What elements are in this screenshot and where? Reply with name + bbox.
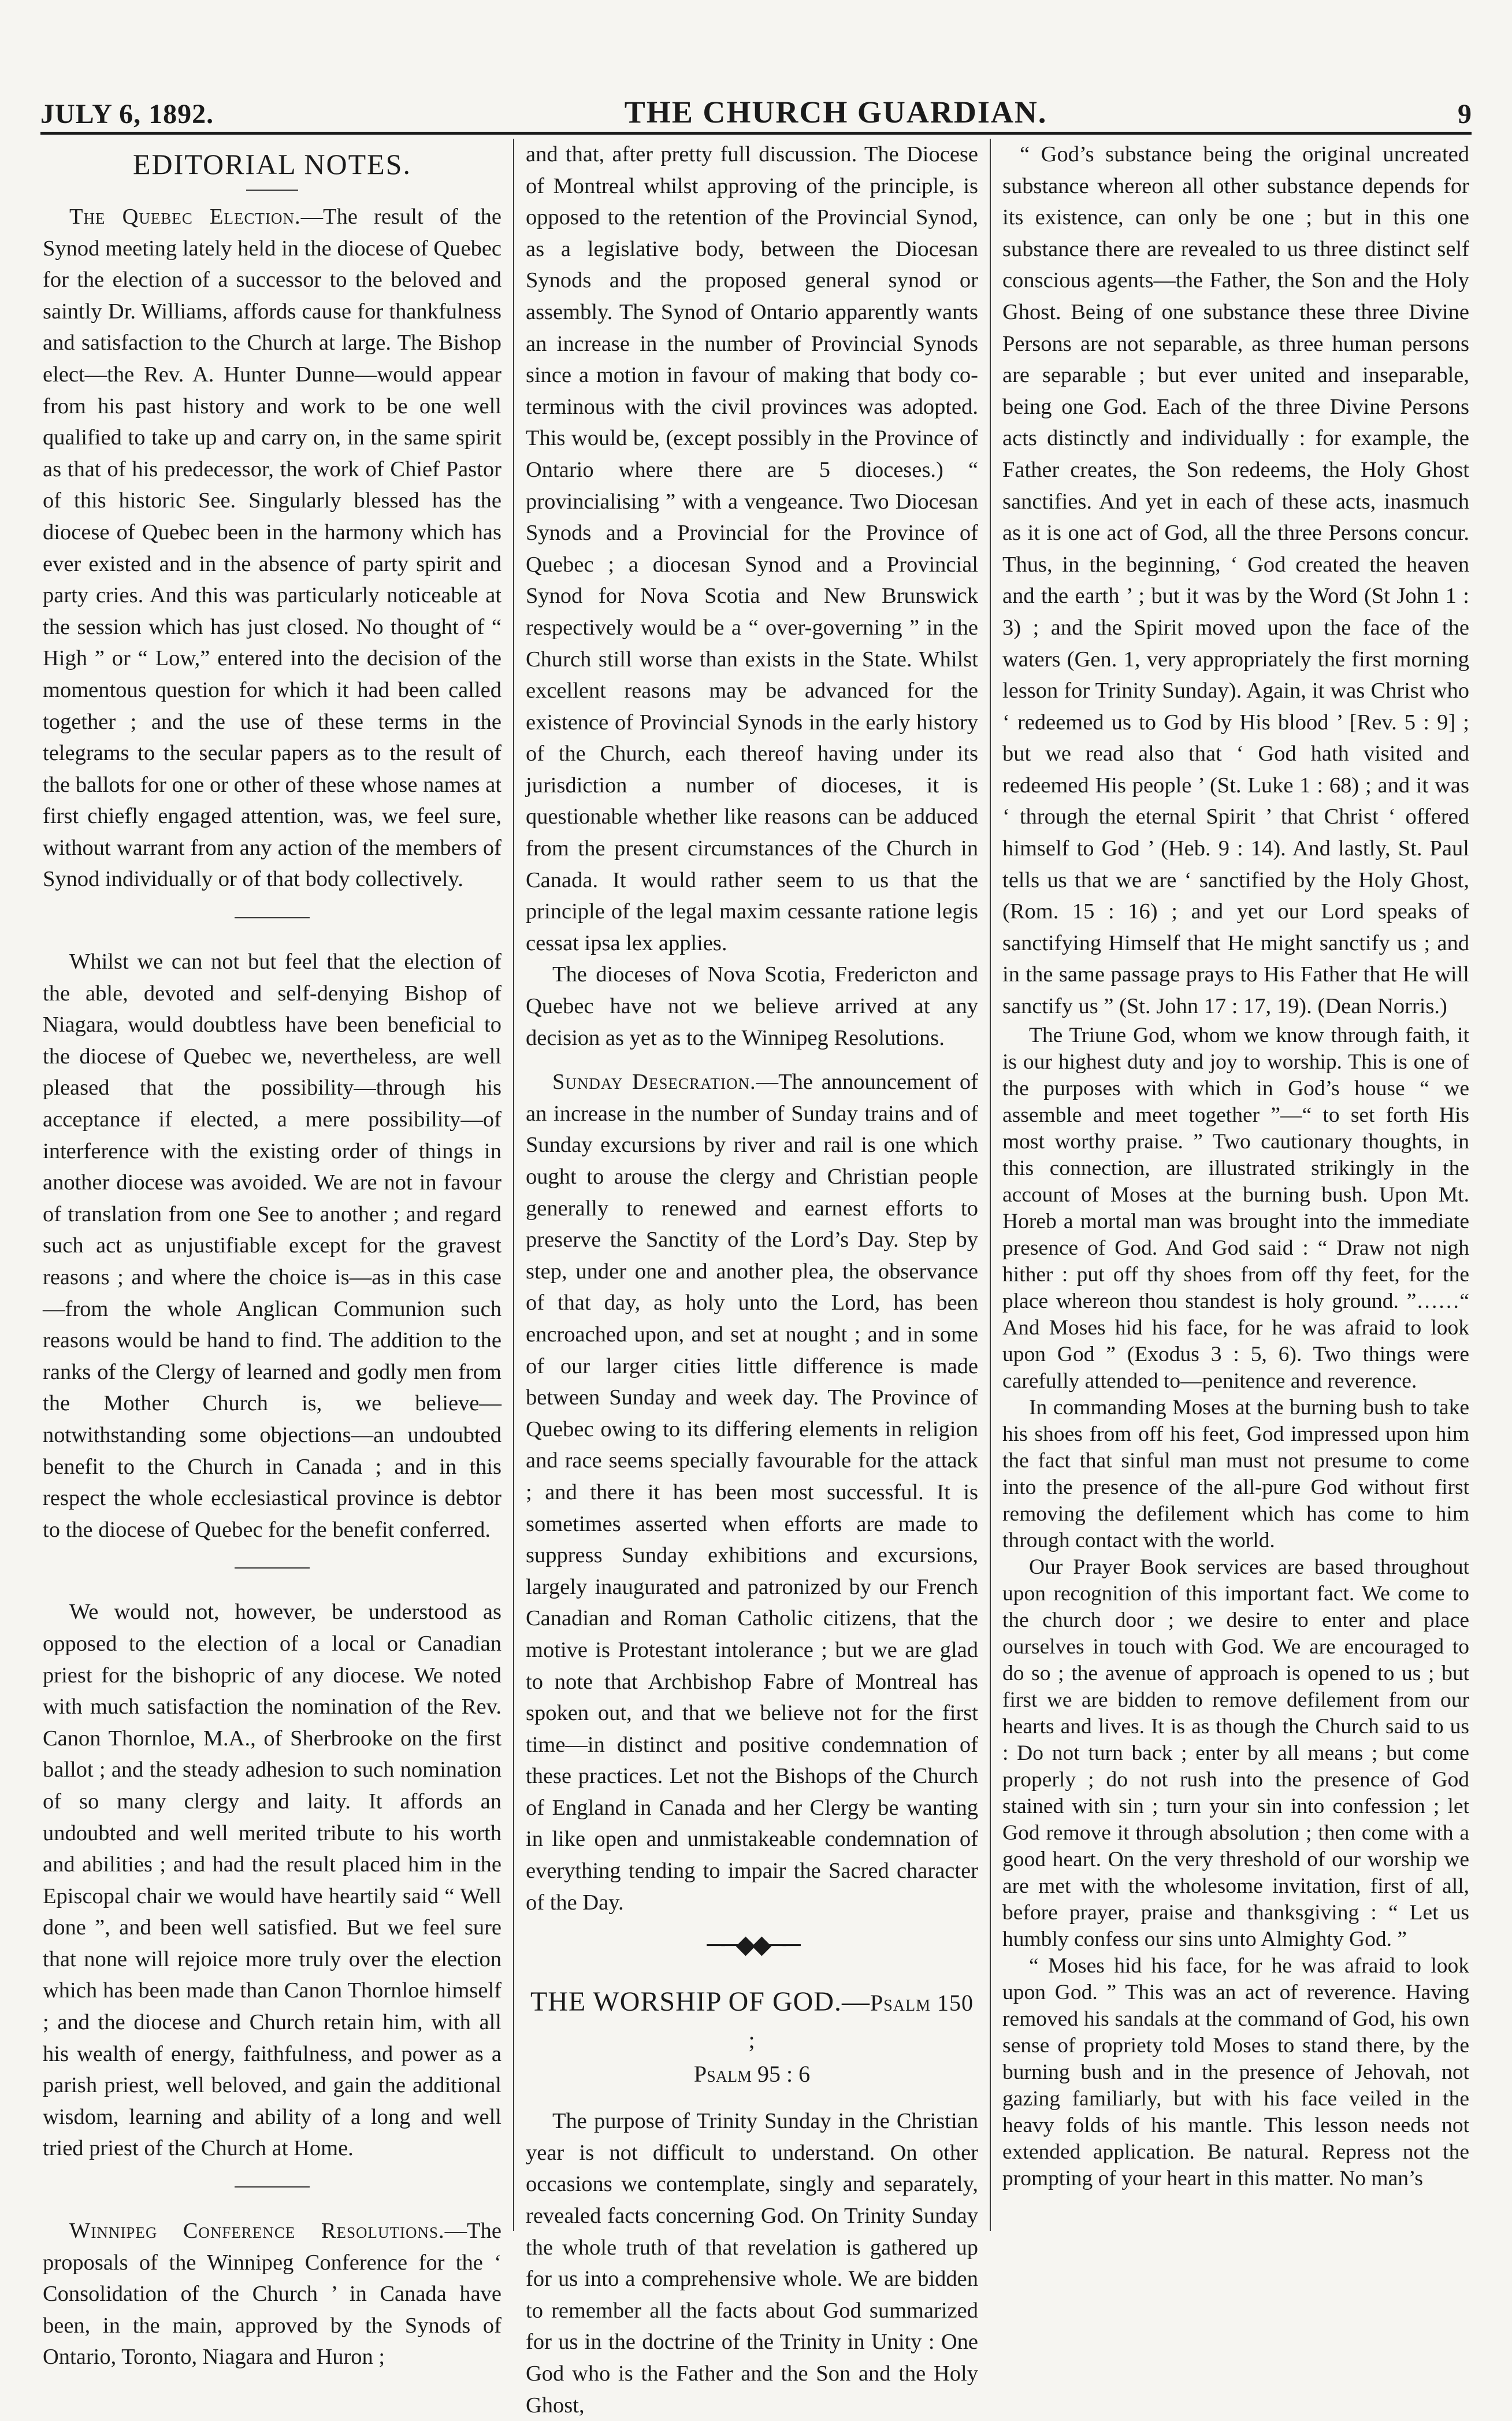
quebec-election-label: The Quebec Election. xyxy=(69,205,301,229)
page-number: 9 xyxy=(1457,99,1472,129)
newspaper-title: THE CHURCH GUARDIAN. xyxy=(624,95,1047,129)
masthead xyxy=(40,78,1472,130)
synods-paragraph: and that, after pretty full discussion. The Diocese of Montreal whilst approving of the principle, is opposed to the retention of the Provincial Synod, as a legislative body, between the Diocesan Synods and the proposed general synod or assembly. The Synod of Ontario apparently wants an increase in the number of Provincial Synods since a motion in favour of making that body co-terminous with the civil provinces was adopted. This would be, (except possibly in the Province of Ontario where there are 5 dioceses.) “ provincialising ” with a vengeance. Two Diocesan Synods and a Provincial for the Province of Quebec ; a diocesan Synod and a Provincial Synod for Nova Scotia and New Brunswick respectively would be a “ over-governing ” in the Church still worse than exists in the State. Whilst excellent reasons may be advanced for the existence of Provincial Synods in the early history of the Church, each thereof having under its jurisdiction a number of dioceses, it is questionable whether like reasons can be adduced from the present circumstances of the Church in Canada. It would rather seem to us that the principle of the legal maxim cessante ratione legis cessat ipsa lex applies. xyxy=(526,142,978,955)
quebec-election-text: —The result of the Synod meeting lately held in the diocese of Quebec for the election of a successor to the beloved and saintly Dr. Williams, affords cause for thankfulness and satisfaction to the Church at large. The Bishop elect—the Rev. A. Hunter Dunne—would appear from his past history and work to be one well qualified to take up and carry on, in the same spirit as that of his predecessor, the work of Chief Pastor of this historic See. Singularly blessed has the diocese of Quebec been in the harmony which has ever existed and in the absence of party spirit and party cries. And this was particularly noticeable at the session which has just closed. No thought of “ High ” or “ Low,” entered into the decision of the momentous question for which it had been called together ; and the use of these terms in the telegrams to the secular papers as to the result of the ballots for one or other of these whose names at first chiefly engaged attention, was, we feel sure, without warrant from any action of the members of Synod individually or of that body collectively. xyxy=(43,205,501,892)
trinity-sunday-paragraph: The purpose of Trinity Sunday in the Christian year is not difficult to understand. On other occasions we contemplate, singly and separately, revealed facts concerning God. On Trinity Sunday the whole truth of that revelation is gathered up for us into a comprehensive whole. We are bidden to remember all the facts about God summarized for us in the doctrine of the Trinity in Unity : One God who is the Father and the Son and the Holy Ghost, xyxy=(526,2109,978,2418)
column-3 xyxy=(990,139,1472,2231)
tight-set-text xyxy=(1002,1022,1469,2192)
winnipeg-paragraph xyxy=(43,2215,501,2373)
sunday-desecration-text: —The announcement of an increase in the number of Sunday trains and of Sunday excursions by river and rail is one which ought to arouse the clergy and Christian people generally to renewed and earnest efforts to preserve the Sanctity of the Lord’s Day. Step by step, under one and another plea, the observance of that day, as holy unto the Lord, has been encroached upon, and set at nought ; and in some of our larger cities little difference is made between Sunday and week day. The Province of Quebec owing to its differing elements in religion and race seems specially favourable for the attack ; and there it has been most successful. It is sometimes asserted when efforts are made to suppress Sunday exhibitions and excursions, largely inaugurated and patronized by our French Canadian and Roman Catholic citizens, that the motive is Protestant intolerance ; but we are glad to note that Archbishop Fabre of Montreal has spoken out, and that we believe not for the first time—in distinct and positive condemnation of these practices. Let not the Bishops of the Church of England in Canada and her Clergy be wanting in like open and unmistakeable condemnation of everything tending to impair the Sacred character of the Day. xyxy=(526,1070,978,1915)
thornloe-paragraph: We would not, however, be understood as opposed to the election of a local or Canadian priest for the bishopric of any diocese. We noted with much satisfaction the nomination of the Rev. Canon Thornloe, M.A., of Sherbrooke on the first ballot ; and the steady adhesion to such nomination of so many clergy and laity. It affords an undoubted and well merited tribute to his worth and abilities ; and had the result placed him in the Episcopal chair we would have heartily said “ Well done ”, and been well satisfied. But we feel sure that none will rejoice more truly over the election which has been made than Canon Thornloe himself ; and the diocese and Church retain him, with all his wealth of energy, faithfulness, and power as a parish priest, well beloved, and gain the additional wisdom, learning and ability of a long and well tried priest of the Church at Home. xyxy=(43,1600,501,2161)
winnipeg-label: Winnipeg Conference Resolutions. xyxy=(69,2219,445,2244)
masthead-rule xyxy=(40,132,1472,135)
sunday-desecration-label: Sunday Desecration. xyxy=(552,1070,756,1095)
dioceses-paragraph: The dioceses of Nova Scotia, Fredericton and Quebec have not we believe arrived at any decision as yet as to the Winnipeg Resolutions. xyxy=(526,962,978,1050)
winnipeg-text: —The proposals of the Winnipeg Conference for the ‘ Consolidation of the Church ’ in Canada have been, in the main, approved by the Synods of Ontario, Toronto, Niagara and Huron ; xyxy=(43,2219,501,2370)
sunday-desecration-paragraph xyxy=(526,1066,978,1918)
section-divider xyxy=(235,2186,310,2188)
section-divider xyxy=(235,1567,310,1569)
reverence-paragraph: “ Moses hid his face, for he was afraid to look upon God. ” This was an act of reverence. Having removed his sandals at the command of God, his own sense of propriety told Moses to stand there, by the burning bush and in the presence of Jehovah, not gazing familiarly, but with his face veiled in the heavy folds of his mantle. This lesson needs not extended application. Be natural. Repress not the prompting of your heart in this matter. No man’s xyxy=(1002,1953,1469,2190)
article-columns xyxy=(40,139,1472,2418)
ornament-divider: ──◆◆── xyxy=(707,1930,797,1959)
worship-subheading: Psalm 95 : 6 xyxy=(693,2061,811,2088)
moses-paragraph: In commanding Moses at the burning bush to take his shoes from off his feet, God impressed upon him the fact that sinful man must not presume to come into the presence of the all-pure God without first removing the defilement which has come to him through contact with the world. xyxy=(1002,1395,1469,1552)
niagara-paragraph: Whilst we can not but feel that the election of the able, devoted and self-denying Bishop of Niagara, would doubtless have been beneficial to the diocese of Quebec we, nevertheless, are well pleased that the possibility—through his acceptance if elected, a mere possibility—of interference with the existing order of things in another diocese was avoided. We are not in favour of translation from one See to another ; and regard such act as unjustifiable except for the gravest reasons ; and where the choice is—as in this case—from the whole Anglican Communion such reasons would be hand to find. The addition to the ranks of the Clergy of learned and godly men from the Mother Church is, we believe—notwithstanding some objections—an undoubted benefit to the Church in Canada ; and in this respect the whole ecclesiastical province is debtor to the diocese of Quebec for the benefit conferred. xyxy=(43,950,501,1542)
triune-god-paragraph: The Triune God, whom we know through faith, it is our highest duty and joy to worship. This is one of the purposes with which in God’s house “ we assemble and meet together ”—“ to set forth His most worthy praise. ” Two cautionary thoughts, in this connection, are illustrated strikingly in the account of Moses at the burning bush. Upon Mt. Horeb a mortal man was brought into the immediate presence of God. And God said : “ Draw not nigh hither : put off thy shoes from off thy feet, for the place whereon thou standest is holy ground. ”……“ And Moses hid his face, for he was afraid to look upon God ” (Exodus 3 : 5, 6). Two things were carefully attended to—penitence and reverence. xyxy=(1002,1023,1469,1393)
column-1 xyxy=(40,139,513,2370)
worship-title: THE WORSHIP OF GOD.— xyxy=(530,1986,870,2018)
worship-heading xyxy=(526,1984,978,2058)
quebec-election-paragraph xyxy=(43,201,501,895)
prayer-book-paragraph: Our Prayer Book services are based throughout upon recognition of this important fact. We come to the church door ; we desire to enter and place ourselves in touch with God. We are encouraged to do so ; the avenue of approach is opened to us ; but first we are bidden to remove defilement from our hearts and lives. It is as though the Church said to us : Do not turn back ; enter by all means ; but come properly ; do not rush into the presence of God stained with sin ; turn your sin into confession ; let God remove it through absolution ; then come with a good heart. On the very threshold of our worship we are met with the wholesome invitation, first of all, before prayer, praise and thanksgiving : “ Let us humbly confess our sins unto Almighty God. ” xyxy=(1002,1555,1469,1951)
section-divider xyxy=(235,917,310,918)
worship-psalm-ref: Psalm 150 ; xyxy=(748,1990,974,2053)
quotation-paragraph: “ God’s substance being the original uncreated substance whereon all other substance depends for its existence, can only be one ; but in this one substance there are revealed to us three distinct self conscious agents—the Father, the Son and the Holy Ghost. Being of one substance these three Divine Persons are not separable, as three human persons are separable ; but ever united and inseparable, being one God. Each of the three Divine Persons acts distinctly and individually : for example, the Father creates, the Son redeems, the Holy Ghost sanctifies. And yet in each of these acts, inasmuch as it is one act of God, all the three Persons concur. Thus, in the beginning, ‘ God created the heaven and the earth ’ ; but it was by the Word (St John 1 : 3) ; and the Spirit moved upon the face of the waters (Gen. 1, very appropriately the first morning lesson for Trinity Sunday). Again, it was Christ who ‘ redeemed us to God by His blood ’ [Rev. 5 : 9] ; but we read also that ‘ God hath visited and redeemed His people ’ (St. Luke 1 : 68) ; and it was ‘ through the eternal Spirit ’ that Christ ‘ offered himself to God ’ (Heb. 9 : 14). And lastly, St. Paul tells us that we are ‘ sanctified by the Holy Ghost, (Rom. 15 : 16) ; and yet our Lord speaks of sanctifying Himself that He might sanctify us ; and in the same passage prays to His Father that He will sanctify us ” (St. John 17 : 17, 19). (Dean Norris.) xyxy=(1002,142,1469,1019)
editorial-notes-heading: EDITORIAL NOTES. xyxy=(133,148,411,180)
issue-date: JULY 6, 1892. xyxy=(40,99,214,129)
heading-rule xyxy=(246,190,298,191)
column-2 xyxy=(513,139,990,2418)
